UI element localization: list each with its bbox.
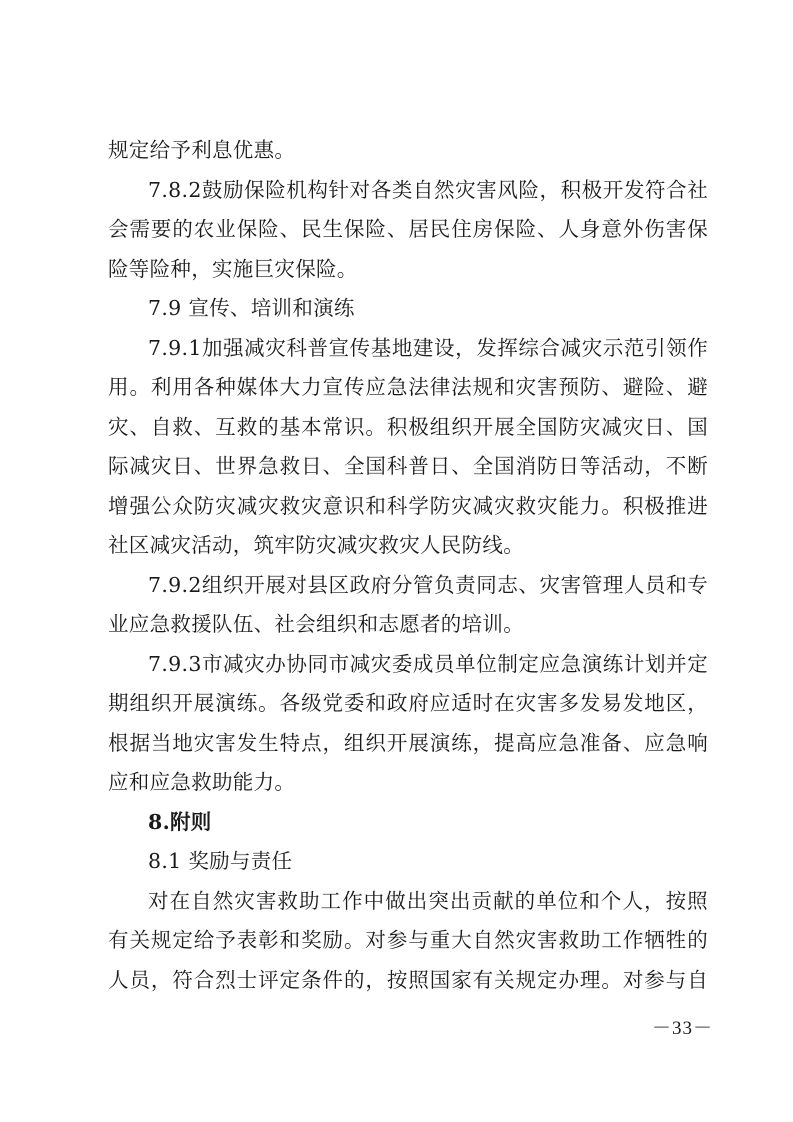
text-line: 根据当地灾害发生特点，组织开展演练，提高应急准备、应急响	[108, 730, 708, 755]
text-line: 期组织开展演练。各级党委和政府应适时在灾害多发易发地区，	[108, 691, 708, 715]
text-line: 际减灾日、世界急救日、全国科普日、全国消防日等活动，不断	[108, 454, 708, 478]
text-line: 7.9.1加强减灾科普宣传基地建设，发挥综合减灾示范引领作	[148, 335, 708, 360]
text-line: 对在自然灾害救助工作中做出突出贡献的单位和个人，按照	[148, 888, 708, 913]
text-line: 规定给予利息优惠。	[108, 138, 296, 162]
text-line: 7.9.3市减灾办协同市减灾委成员单位制定应急演练计划并定	[148, 651, 708, 676]
text-line: 人员，符合烈士评定条件的，按照国家有关规定办理。对参与自	[108, 967, 708, 992]
text-line: 业应急救援队伍、社会组织和志愿者的培训。	[108, 612, 524, 636]
text-line: 增强公众防灾减灾救灾意识和科学防灾减灾救灾能力。积极推进	[108, 493, 708, 518]
page-number: －33－	[651, 1018, 713, 1039]
chapter-heading: 8.附则	[148, 809, 212, 834]
section-heading: 8.1 奖励与责任	[148, 849, 293, 873]
section-heading: 7.9 宣传、培训和演练	[148, 296, 355, 320]
text-line: 7.8.2鼓励保险机构针对各类自然灾害风险，积极开发符合社	[148, 177, 708, 202]
text-line: 应和应急救助能力。	[108, 770, 296, 794]
text-line: 险等险种，实施巨灾保险。	[108, 256, 358, 281]
text-line: 灾、自救、互救的基本常识。积极组织开展全国防灾减灾日、国	[108, 414, 708, 439]
document-body	[108, 131, 708, 1000]
text-line: 有关规定给予表彰和奖励。对参与重大自然灾害救助工作牺牲的	[108, 928, 708, 952]
text-line: 社区减灾活动，筑牢防灾减灾救灾人民防线。	[108, 533, 524, 557]
text-line: 7.9.2组织开展对县区政府分管负责同志、灾害管理人员和专	[148, 572, 708, 597]
text-line: 用。利用各种媒体大力宣传应急法律法规和灾害预防、避险、避	[108, 375, 708, 399]
text-line: 会需要的农业保险、民生保险、居民住房保险、人身意外伤害保	[108, 217, 708, 241]
